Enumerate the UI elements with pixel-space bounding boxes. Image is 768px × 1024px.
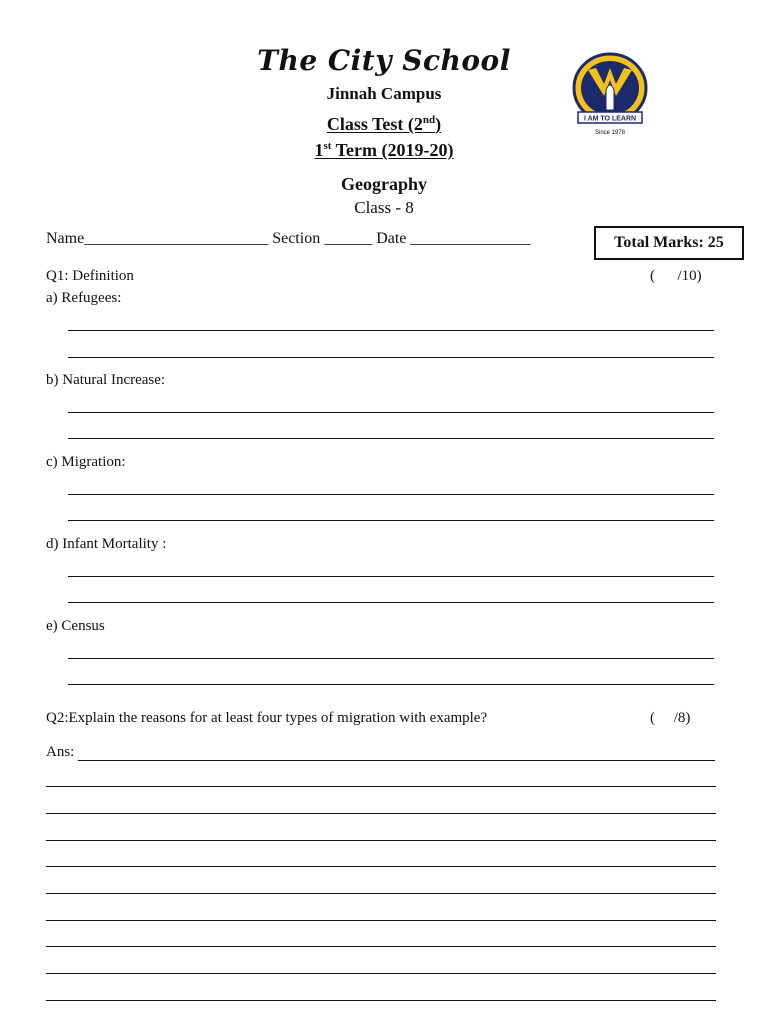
answer-line[interactable] [68, 576, 714, 577]
answer-line[interactable] [68, 330, 714, 331]
total-marks-box: Total Marks: 25 [594, 226, 744, 260]
term-number: 1 [314, 140, 324, 160]
subject-title: Geography [340, 174, 427, 194]
q1-item-e: e) Census [46, 618, 105, 634]
q1-title: Q1: Definition [46, 268, 134, 284]
q1-item-a: a) Refugees: [46, 290, 122, 306]
q2-answer-label: Ans: [46, 744, 75, 760]
answer-line[interactable] [68, 357, 714, 358]
answer-line[interactable] [68, 494, 714, 495]
term-sup: st [323, 140, 332, 152]
test-title-main: Class Test (2 [326, 114, 423, 134]
answer-line[interactable] [68, 412, 714, 413]
test-title [0, 114, 768, 135]
answer-line[interactable] [46, 786, 716, 787]
q1-marks: ( /10) [650, 268, 702, 284]
test-title-close: ) [435, 114, 442, 134]
campus-name: Jinnah Campus [326, 84, 442, 103]
answer-line[interactable] [68, 438, 714, 439]
answer-line[interactable] [46, 840, 716, 841]
answer-line[interactable] [46, 920, 716, 921]
term-rest: Term (2019-20) [331, 140, 454, 160]
answer-line[interactable] [68, 520, 714, 521]
answer-line[interactable] [46, 946, 716, 947]
class-label: Class - 8 [354, 198, 414, 217]
answer-line[interactable] [78, 760, 715, 761]
svg-text:I AM TO LEARN: I AM TO LEARN [583, 115, 637, 123]
q2-marks: ( /8) [650, 710, 691, 726]
answer-line[interactable] [46, 1000, 716, 1001]
answer-line[interactable] [46, 813, 716, 814]
q2-title: Q2:Explain the reasons for at least four types of migration with example? [46, 710, 488, 726]
school-crest-logo [570, 50, 650, 142]
answer-line[interactable] [68, 684, 714, 685]
answer-line[interactable] [68, 658, 714, 659]
q1-item-c: c) Migration: [46, 454, 126, 470]
q1-item-d: d) Infant Mortality : [46, 536, 167, 552]
q1-item-b: b) Natural Increase: [46, 372, 166, 388]
school-name: The City School [257, 44, 511, 77]
answer-line[interactable] [46, 973, 716, 974]
answer-line[interactable] [68, 602, 714, 603]
answer-line[interactable] [46, 866, 716, 867]
term-title [0, 140, 768, 161]
answer-line[interactable] [46, 893, 716, 894]
test-title-sup: nd [422, 114, 436, 126]
student-info-line[interactable]: Name_______________________ Section ______ Date _______________ [46, 230, 531, 247]
svg-text:Since 1978: Since 1978 [594, 130, 626, 136]
